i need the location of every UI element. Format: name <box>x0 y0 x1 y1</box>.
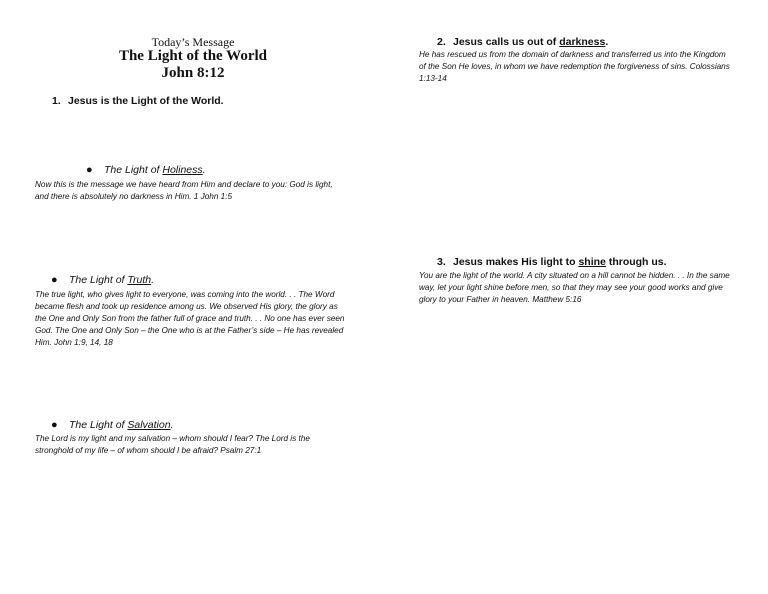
truth-prefix: The Light of <box>69 274 128 286</box>
salvation-prefix: The Light of <box>69 419 128 431</box>
point-2-heading <box>437 36 608 48</box>
point-3-keyword: shine <box>578 256 606 268</box>
salvation-suffix: . <box>170 419 174 431</box>
point-2-keyword: darkness <box>559 36 606 48</box>
point-3-suffix: through us. <box>605 256 667 268</box>
holiness-heading <box>86 164 206 176</box>
point-2-prefix: Jesus calls us out of <box>453 36 560 48</box>
point-3-verse: You are the light of the world. A city situated on a hill cannot be hidden. . . In the same way, let your light shine before men, so that they may see your good works and give glory to your Father in heaven. Matthew 5:16 <box>419 271 730 304</box>
page-title: The Light of the World <box>118 48 268 64</box>
truth-keyword: Truth <box>127 274 152 286</box>
point-2-number: 2. <box>437 36 446 48</box>
truth-suffix: . <box>151 274 155 286</box>
holiness-keyword: Holiness <box>162 164 203 176</box>
holiness-verse: Now this is the message we have heard from Him and declare to you: God is light, and there is absolutely no darkness in Him. 1 John 1:5 <box>35 180 333 201</box>
holiness-prefix: The Light of <box>104 164 163 176</box>
bullet-icon: ● <box>86 164 93 176</box>
holiness-suffix: . <box>202 164 206 176</box>
bullet-icon: ● <box>51 419 58 431</box>
salvation-verse: The Lord is my light and my salvation – whom should I fear? The Lord is the stronghold of my life – of whom should I be afraid? Psalm 27:1 <box>35 434 310 455</box>
truth-verse: The true light, who gives light to everyone, was coming into the world. . . The Word became flesh and took up residence among us. We observed His glory, the glory as the One and Only Son from the father full of grace and truth. . . No one has ever seen God. The One and Only Son – the One who is at the Father’s side – He has revealed Him. John 1:9, 14, 18 <box>35 290 345 347</box>
point-1-number: 1. <box>52 95 61 107</box>
message-eyebrow: Today’s Message <box>151 35 235 49</box>
truth-heading <box>51 274 154 286</box>
point-3-number: 3. <box>437 256 446 268</box>
point-2-suffix: . <box>605 36 609 48</box>
bullet-icon: ● <box>51 274 58 286</box>
point-3-heading <box>437 256 667 268</box>
scripture-reference: John 8:12 <box>161 65 225 81</box>
point-3-prefix: Jesus makes His light to <box>453 256 579 268</box>
salvation-heading <box>51 419 174 431</box>
point-2-verse: He has rescued us from the domain of darkness and transferred us into the Kingdom of the Son He loves, in whom we have redemption the forgiveness of sins. Colossians 1:13-14 <box>419 50 730 83</box>
point-1-heading <box>52 95 224 107</box>
point-1-text: Jesus is the Light of the World. <box>68 95 224 107</box>
salvation-keyword: Salvation <box>127 419 171 431</box>
